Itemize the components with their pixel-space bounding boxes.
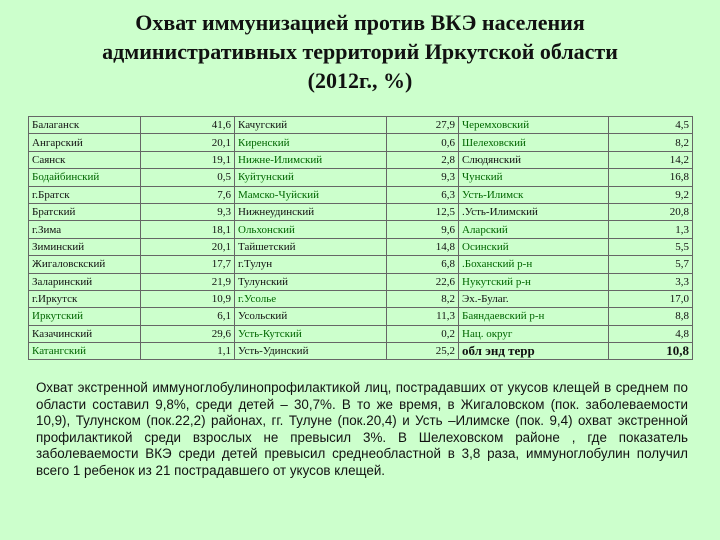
table-row [29, 273, 693, 290]
page-title [40, 8, 680, 95]
coverage-value: 41,6 [141, 117, 235, 134]
coverage-value: 0,6 [387, 134, 459, 151]
territory-name: Куйтунский [235, 169, 387, 186]
coverage-value: 6,8 [387, 256, 459, 273]
territory-name: Слюдянский [459, 151, 609, 168]
coverage-value: 9,2 [609, 186, 693, 203]
territory-name: Аларский [459, 221, 609, 238]
table-row [29, 290, 693, 307]
table-row [29, 169, 693, 186]
territory-name: Бодайбинский [29, 169, 141, 186]
coverage-value: 14,8 [387, 238, 459, 255]
territory-name: Ольхонский [235, 221, 387, 238]
territory-name: Катангский [29, 343, 141, 360]
coverage-value: 21,9 [141, 273, 235, 290]
territory-name: Осинский [459, 238, 609, 255]
coverage-value: 2,8 [387, 151, 459, 168]
coverage-value: 0,2 [387, 325, 459, 342]
coverage-value: 9,3 [141, 203, 235, 220]
territory-name: Шелеховский [459, 134, 609, 151]
territory-name: обл энд терр [459, 343, 609, 360]
coverage-value: 10,9 [141, 290, 235, 307]
territory-name: Баяндаевский р-н [459, 308, 609, 325]
territory-name: Заларинский [29, 273, 141, 290]
coverage-value: 18,1 [141, 221, 235, 238]
territory-name: Жигаловскский [29, 256, 141, 273]
coverage-value: 1,3 [609, 221, 693, 238]
coverage-value: 6,1 [141, 308, 235, 325]
territory-name: г.Зима [29, 221, 141, 238]
territory-name: .Боханский р-н [459, 256, 609, 273]
coverage-table [28, 116, 693, 360]
territory-name: Усольский [235, 308, 387, 325]
coverage-value: 20,1 [141, 238, 235, 255]
coverage-value: 8,2 [387, 290, 459, 307]
territory-name: Эх.-Булаг. [459, 290, 609, 307]
coverage-value: 16,8 [609, 169, 693, 186]
territory-name: Братский [29, 203, 141, 220]
territory-name: Нижне-Илимский [235, 151, 387, 168]
territory-name: Киренский [235, 134, 387, 151]
territory-name: Нукутский р-н [459, 273, 609, 290]
coverage-value: 9,3 [387, 169, 459, 186]
territory-name: Чунский [459, 169, 609, 186]
table-row [29, 151, 693, 168]
summary-paragraph: Охват экстренной иммуноглобулинопрофилактикой лиц, пострадавших от укусов клещей в среднем по области составил 9,8%, среди детей – 30,7%. В то же время, в Жигаловском (пок. заболеваемости 10,9), Тулунском (пок.22,2) районах, гг. Тулуне (пок.20,4) и Усть –Илимске (пок. 9,4) охват экстренной профилактикой среди взрослых не превысил 3%. В Шелеховском районе , где показатель заболеваемости ВКЭ среди детей превысил среднеобластной в 3,8 раза, иммуноглобулин получил всего 1 ребенок из 21 пострадавшего от укусов клещей. [36, 380, 688, 478]
coverage-value: 9,6 [387, 221, 459, 238]
coverage-value: 29,6 [141, 325, 235, 342]
territory-name: Тулунский [235, 273, 387, 290]
coverage-value: 10,8 [609, 343, 693, 360]
territory-name: Казачинский [29, 325, 141, 342]
table-row [29, 308, 693, 325]
title-line-2: административных территорий Иркутской области [102, 39, 618, 64]
territory-name: г.Тулун [235, 256, 387, 273]
coverage-value: 14,2 [609, 151, 693, 168]
coverage-value: 6,3 [387, 186, 459, 203]
territory-name: .Усть-Илимский [459, 203, 609, 220]
coverage-value: 25,2 [387, 343, 459, 360]
table-row [29, 221, 693, 238]
territory-name: Нижнеудинский [235, 203, 387, 220]
coverage-value: 5,7 [609, 256, 693, 273]
territory-name: Мамско-Чуйский [235, 186, 387, 203]
coverage-value: 27,9 [387, 117, 459, 134]
coverage-value: 12,5 [387, 203, 459, 220]
coverage-value: 8,2 [609, 134, 693, 151]
coverage-value: 1,1 [141, 343, 235, 360]
territory-name: Балаганск [29, 117, 141, 134]
coverage-value: 20,8 [609, 203, 693, 220]
territory-name: Усть-Илимск [459, 186, 609, 203]
title-line-1: Охват иммунизацией против ВКЭ населения [135, 10, 585, 35]
coverage-value: 17,0 [609, 290, 693, 307]
table-row [29, 256, 693, 273]
territory-name: Усть-Кутский [235, 325, 387, 342]
territory-name: Нац. округ [459, 325, 609, 342]
coverage-value: 17,7 [141, 256, 235, 273]
table-row [29, 203, 693, 220]
table-row [29, 134, 693, 151]
territory-name: Тайшетский [235, 238, 387, 255]
table-row [29, 343, 693, 360]
territory-name: Саянск [29, 151, 141, 168]
territory-name: Качугский [235, 117, 387, 134]
coverage-value: 4,5 [609, 117, 693, 134]
coverage-value: 8,8 [609, 308, 693, 325]
coverage-value: 3,3 [609, 273, 693, 290]
territory-name: Зиминский [29, 238, 141, 255]
territory-name: г.Усолье [235, 290, 387, 307]
territory-name: Усть-Удинский [235, 343, 387, 360]
territory-name: г.Иркутск [29, 290, 141, 307]
table-row [29, 238, 693, 255]
table-row [29, 186, 693, 203]
coverage-value: 19,1 [141, 151, 235, 168]
coverage-value: 7,6 [141, 186, 235, 203]
territory-name: Ангарский [29, 134, 141, 151]
coverage-value: 11,3 [387, 308, 459, 325]
territory-name: Черемховский [459, 117, 609, 134]
title-line-3: (2012г., %) [307, 68, 413, 93]
coverage-value: 5,5 [609, 238, 693, 255]
coverage-value: 20,1 [141, 134, 235, 151]
coverage-value: 0,5 [141, 169, 235, 186]
territory-name: г.Братск [29, 186, 141, 203]
territory-name: Иркутский [29, 308, 141, 325]
coverage-value: 4,8 [609, 325, 693, 342]
coverage-value: 22,6 [387, 273, 459, 290]
table-row [29, 117, 693, 134]
table-row [29, 325, 693, 342]
